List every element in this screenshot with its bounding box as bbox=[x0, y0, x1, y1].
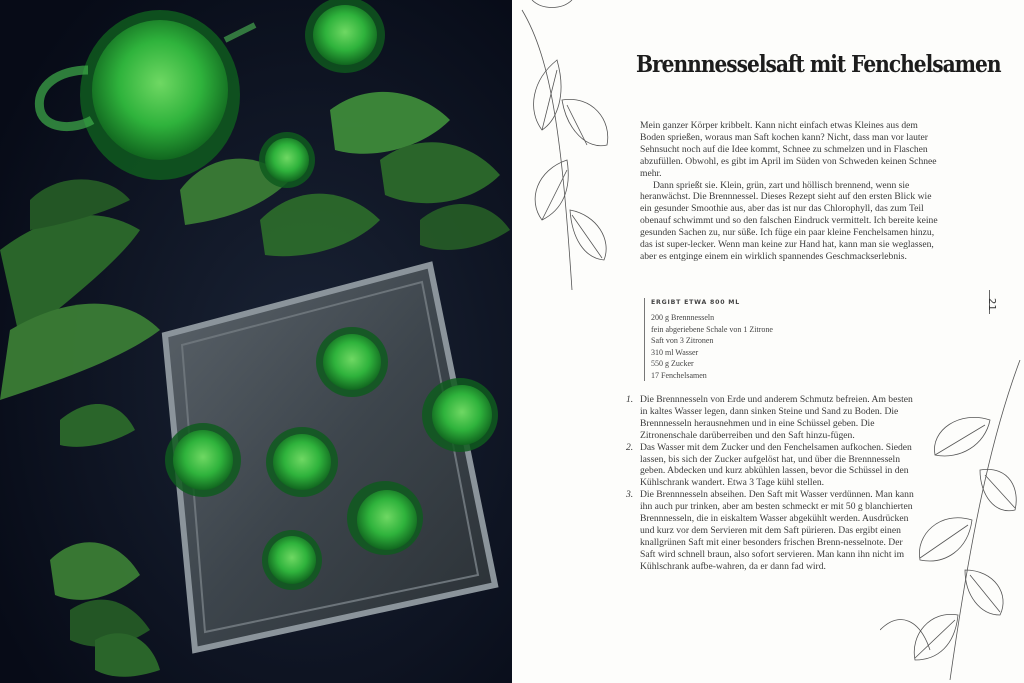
step-text: Das Wasser mit dem Zucker und den Fenchelsamen aufkochen. Sieden lassen, bis sich der Zucker aufgelöst hat, und über die Brennnesseln geben. Abdecken und kurz abkühlen lassen, bevor die Schüssel in den Kühlschrank wandert. Etwa 3 Tage kühl stellen. bbox=[640, 441, 912, 489]
step-text: Die Brennnesseln abseihen. Den Saft mit Wasser verdünnen. Man kann ihn auch pur trinken, aber am besten schmeckt er mit 50 g blanchierten Brennnesseln, die in eiskaltem Wasser abgekühlt werden. Ausdrücken und kurz vor dem Servieren mit dem Saft pürieren. Das ergibt einen knallgrünen Saft mit einer besonders frischen Brenn-nesselnote. Der Saft wird schnell braun, also sofort servieren. Man kann ihn nicht im Kühlschrank aufbe-wahren, da er dann fad wird. bbox=[640, 489, 914, 572]
page-number: 21 bbox=[986, 298, 997, 311]
ingredient-list bbox=[651, 312, 773, 381]
step-item bbox=[626, 489, 916, 572]
intro-paragraph: Dann sprießt sie. Klein, grün, zart und höllisch brennend, wenn sie heranwächst. Die Brennnessel. Dieses Rezept sieht auf den ersten Blick wie ein gesunder Smoothie aus, aber das ist nur das Chlorophyll, das zum Teil obenauf schwimmt und so den falschen Eindruck vermittelt. Ich bereite keine gesunden Sachen zu, nur süße. Ich füge ein paar kleine Fenchelsamen hinzu, das ist super-lecker. Wenn man keine zur Hand hat, kann man sie weglassen, aber es entginge einem ein wirklich spannendes Geschmackserlebnis. bbox=[640, 179, 938, 262]
yield-heading: ERGIBT ETWA 800 ML bbox=[651, 299, 740, 306]
step-number: 1. bbox=[626, 394, 634, 405]
step-number: 3. bbox=[626, 489, 634, 501]
intro-paragraph: Mein ganzer Körper kribbelt. Kann nicht einfach etwas Kleines aus dem Boden sprießen, woraus man Saft kochen kann? Nicht, dass man vor lauter Sehnsucht noch auf die Idee kommt, Schnee zu schmelzen und in Flaschen abzufüllen. Obwohl, es gibt im April im Süden von Schweden keinen Schnee mehr. bbox=[640, 120, 937, 179]
ingredient-item: 550 g Zucker bbox=[651, 359, 694, 368]
ingredients-box bbox=[644, 298, 773, 381]
top-glass bbox=[305, 0, 385, 73]
step-text: Die Brennnesseln von Erde und anderem Schmutz befreien. Am besten in kaltes Wasser legen, dann sinken Steine und Sand zu Boden. Die Brennnesseln herausnehmen und in eine Schüssel geben. Die Zitronenschale darüberreiben und den Saft hinzu-fügen. bbox=[640, 394, 913, 441]
step-item bbox=[626, 394, 916, 442]
method-steps bbox=[626, 394, 916, 573]
intro-text bbox=[640, 120, 940, 263]
step-number: 2. bbox=[626, 441, 634, 453]
ingredient-item: fein abgeriebene Schale von 1 Zitrone bbox=[651, 324, 773, 334]
step-item bbox=[626, 442, 916, 490]
recipe-title: Brennnesselsaft mit Fenchelsamen bbox=[636, 50, 1001, 78]
small-glass bbox=[259, 132, 315, 188]
ingredient-item: Saft von 3 Zitronen bbox=[651, 336, 714, 345]
ingredient-item: 310 ml Wasser bbox=[651, 347, 699, 357]
ingredient-item: 17 Fenchelsamen bbox=[651, 370, 707, 380]
nettle-illustration bbox=[512, 0, 622, 300]
ingredient-item: 200 g Brennnesseln bbox=[651, 313, 715, 322]
